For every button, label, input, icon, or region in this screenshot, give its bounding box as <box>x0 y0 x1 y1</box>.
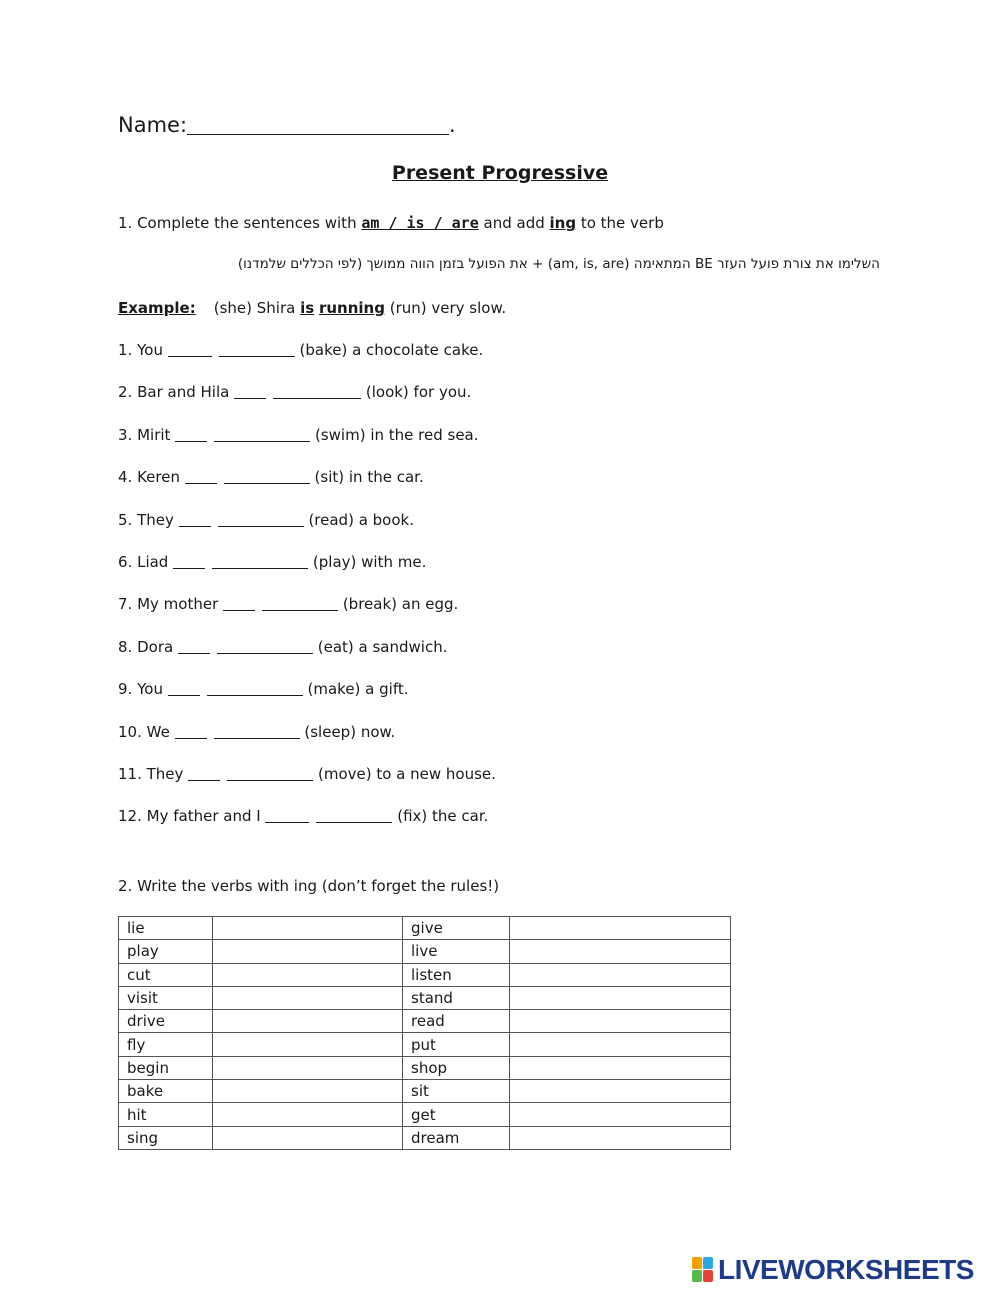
verb-cell: stand <box>403 986 510 1009</box>
verb-cell: cut <box>119 963 213 986</box>
sentence-number: 12. <box>118 807 142 826</box>
sentence-rest: (move) to a new house. <box>317 765 496 783</box>
aux-blank[interactable] <box>265 808 309 823</box>
sentence-rest: (bake) a chocolate cake. <box>299 341 484 359</box>
sentence-subject: They <box>146 765 184 783</box>
verb-cell: get <box>403 1103 510 1126</box>
verb-cell: give <box>403 917 510 940</box>
sentence-rest: (fix) the car. <box>397 807 489 826</box>
sentence-item <box>118 765 496 783</box>
example-verb: running <box>318 299 385 317</box>
answer-cell[interactable] <box>213 986 403 1009</box>
verb-blank[interactable] <box>217 639 313 654</box>
verb-cell: put <box>403 1033 510 1056</box>
sentence-item <box>118 638 447 656</box>
table-row <box>119 986 731 1009</box>
name-field <box>118 113 456 137</box>
sentence-item <box>118 680 409 698</box>
verb-blank[interactable] <box>316 808 392 823</box>
answer-cell[interactable] <box>213 1103 403 1126</box>
answer-cell[interactable] <box>510 1056 731 1079</box>
verb-cell: dream <box>403 1126 510 1149</box>
verb-blank[interactable] <box>262 596 338 611</box>
logo-mark-icon <box>692 1257 714 1283</box>
aux-blank[interactable] <box>178 639 210 654</box>
am-is-are-emphasis: am / is / are <box>361 214 479 232</box>
sentence-rest: (sit) in the car. <box>314 468 424 487</box>
section1-instruction: 1. Complete the sentences with am / is / are and add ing to the verb <box>118 214 664 232</box>
page-title: Present Progressive <box>391 162 609 184</box>
verb-cell: hit <box>119 1103 213 1126</box>
sentence-rest: (look) for you. <box>365 383 472 402</box>
name-end: . <box>449 113 456 137</box>
verb-blank[interactable] <box>212 554 308 569</box>
answer-cell[interactable] <box>213 1056 403 1079</box>
hebrew-instruction: השלימו את צורת פועל העזר BE המתאימה (am, is, are) + את הפועל בזמן הווה ממושך (לפי הכללים שלמדנו) <box>237 256 880 272</box>
aux-blank[interactable] <box>175 724 207 739</box>
sentence-subject: They <box>137 510 174 529</box>
verb-blank[interactable] <box>207 681 303 696</box>
sentence-item <box>118 723 395 741</box>
verb-cell: play <box>119 940 213 963</box>
name-blank[interactable] <box>187 114 449 135</box>
verb-cell: drive <box>119 1010 213 1033</box>
table-row <box>119 1033 731 1056</box>
answer-cell[interactable] <box>510 1126 731 1149</box>
sentence-item <box>118 383 471 401</box>
answer-cell[interactable] <box>510 1080 731 1103</box>
answer-cell[interactable] <box>510 963 731 986</box>
sentence-rest: (break) an egg. <box>342 595 459 614</box>
sentence-subject: Mirit <box>137 425 171 444</box>
verb-blank[interactable] <box>273 384 361 399</box>
sentence-item <box>118 426 479 444</box>
verb-blank[interactable] <box>224 469 310 484</box>
verb-blank[interactable] <box>218 512 304 527</box>
verb-blank[interactable] <box>214 427 310 442</box>
verb-cell: listen <box>403 963 510 986</box>
answer-cell[interactable] <box>213 963 403 986</box>
answer-cell[interactable] <box>213 917 403 940</box>
verb-table <box>118 916 731 1150</box>
sentence-number: 2. <box>118 383 133 402</box>
answer-cell[interactable] <box>213 1126 403 1149</box>
verb-cell: sit <box>403 1080 510 1103</box>
answer-cell[interactable] <box>213 1033 403 1056</box>
table-row <box>119 1080 731 1103</box>
table-row <box>119 1056 731 1079</box>
sentence-item <box>118 341 483 359</box>
verb-blank[interactable] <box>214 724 300 739</box>
verb-cell: live <box>403 940 510 963</box>
answer-cell[interactable] <box>213 1010 403 1033</box>
logo-text: LIVEWORKSHEETS <box>718 1254 974 1285</box>
aux-blank[interactable] <box>188 766 220 781</box>
aux-blank[interactable] <box>173 554 205 569</box>
answer-cell[interactable] <box>510 1103 731 1126</box>
verb-cell: bake <box>119 1080 213 1103</box>
sentence-number: 10. <box>118 722 142 741</box>
example-aux: is <box>300 299 315 317</box>
sentence-rest: (swim) in the red sea. <box>314 425 479 444</box>
verb-cell: visit <box>119 986 213 1009</box>
verb-cell: fly <box>119 1033 213 1056</box>
sentence-subject: My father and I <box>146 807 261 826</box>
table-row <box>119 1126 731 1149</box>
liveworksheets-logo <box>692 1254 974 1286</box>
aux-blank[interactable] <box>234 384 266 399</box>
verb-blank[interactable] <box>227 766 313 781</box>
sentence-rest: (sleep) now. <box>304 722 396 741</box>
sentence-number: 5. <box>118 510 133 529</box>
sentence-rest: (play) with me. <box>312 553 427 571</box>
sentence-number: 1. <box>118 341 133 359</box>
sentence-number: 9. <box>118 680 133 699</box>
sentence-number: 11. <box>118 765 142 783</box>
aux-blank[interactable] <box>175 427 207 442</box>
sentence-subject: Bar and Hila <box>137 383 230 402</box>
aux-blank[interactable] <box>179 512 211 527</box>
example-line: Example: (she) Shira is running (run) very slow. <box>118 299 507 317</box>
sentence-subject: My mother <box>137 595 219 614</box>
example-label: Example: <box>118 299 196 317</box>
sentence-rest: (read) a book. <box>308 510 414 529</box>
verb-cell: sing <box>119 1126 213 1149</box>
sentence-item <box>118 807 488 825</box>
section2-instruction: 2. Write the verbs with ing (don’t forget the rules!) <box>118 877 500 895</box>
answer-cell[interactable] <box>213 940 403 963</box>
aux-blank[interactable] <box>168 342 212 357</box>
name-label: Name: <box>118 113 188 137</box>
sentence-number: 7. <box>118 595 133 614</box>
table-row <box>119 963 731 986</box>
verb-blank[interactable] <box>219 342 295 357</box>
sentence-item <box>118 468 424 486</box>
answer-cell[interactable] <box>510 1010 731 1033</box>
answer-cell[interactable] <box>510 940 731 963</box>
sentence-number: 6. <box>118 553 133 571</box>
aux-blank[interactable] <box>168 681 200 696</box>
sentence-subject: Liad <box>137 553 169 571</box>
sentence-number: 3. <box>118 425 133 444</box>
sentence-rest: (eat) a sandwich. <box>317 637 448 656</box>
sentence-rest: (make) a gift. <box>307 680 409 699</box>
table-row <box>119 1103 731 1126</box>
sentence-number: 4. <box>118 468 133 487</box>
ing-emphasis: ing <box>549 214 577 232</box>
sentence-subject: You <box>137 341 163 359</box>
sentence-subject: Keren <box>137 468 180 487</box>
sentence-item <box>118 595 458 613</box>
verb-cell: shop <box>403 1056 510 1079</box>
aux-blank[interactable] <box>223 596 255 611</box>
table-row <box>119 1010 731 1033</box>
answer-cell[interactable] <box>213 1080 403 1103</box>
answer-cell[interactable] <box>510 1033 731 1056</box>
verb-cell: read <box>403 1010 510 1033</box>
table-row <box>119 940 731 963</box>
sentence-number: 8. <box>118 637 133 656</box>
sentence-subject: You <box>137 680 163 699</box>
table-row <box>119 917 731 940</box>
aux-blank[interactable] <box>185 469 217 484</box>
answer-cell[interactable] <box>510 986 731 1009</box>
answer-cell[interactable] <box>510 917 731 940</box>
verb-cell: lie <box>119 917 213 940</box>
sentence-item <box>118 553 426 571</box>
sentence-subject: Dora <box>137 637 174 656</box>
sentence-item <box>118 511 414 529</box>
sentence-subject: We <box>146 722 170 741</box>
verb-cell: begin <box>119 1056 213 1079</box>
